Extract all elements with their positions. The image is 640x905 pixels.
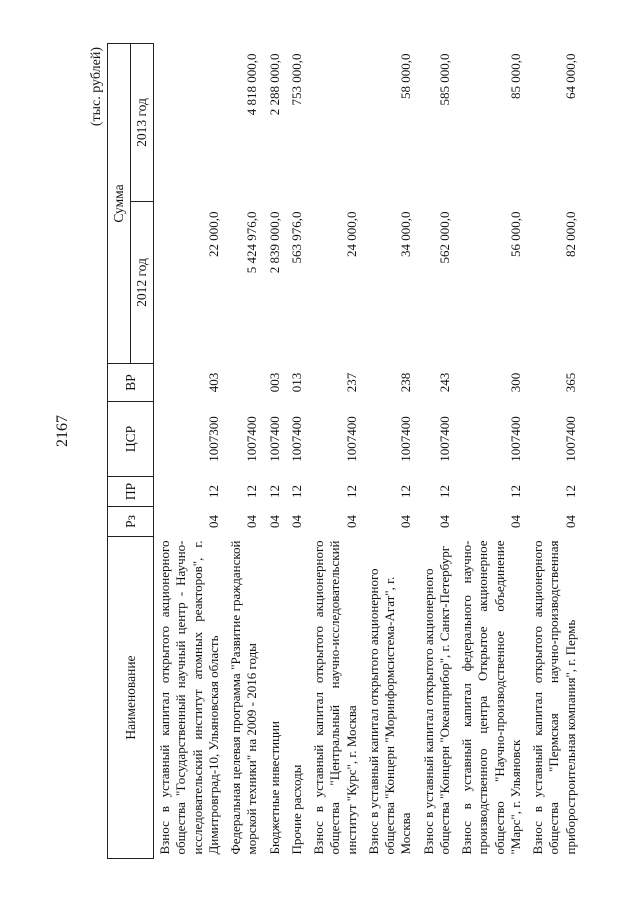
row-2012: 56 000,0 bbox=[507, 211, 523, 257]
row-2013: 753 000,0 bbox=[288, 53, 304, 106]
row-csr: 1007400 bbox=[244, 416, 260, 462]
header-rz: Рз bbox=[108, 507, 154, 537]
row-pr: 12 bbox=[398, 485, 414, 498]
row-2013: 585 000,0 bbox=[436, 53, 452, 106]
row-name: Взнос в уставный капитал открытого акционерного общества "Центральный научно-исследовательский институт "Курс", г. Москва bbox=[311, 540, 359, 855]
row-rz: 04 bbox=[288, 515, 304, 528]
row-vr: 300 bbox=[507, 372, 523, 393]
row-rz: 04 bbox=[343, 515, 359, 528]
table-row bbox=[527, 43, 582, 858]
table-row bbox=[154, 43, 226, 858]
row-csr: 1007400 bbox=[266, 416, 282, 462]
row-pr: 12 bbox=[288, 485, 304, 498]
row-2012: 562 000,0 bbox=[436, 211, 452, 264]
table-row bbox=[225, 43, 264, 858]
row-csr: 1007300 bbox=[205, 416, 221, 462]
header-sum: Сумма bbox=[108, 43, 131, 363]
header-2012: 2012 год bbox=[131, 202, 154, 364]
row-2012: 5 424 976,0 bbox=[244, 211, 260, 274]
row-2012: 34 000,0 bbox=[398, 211, 414, 257]
row-2013: 4 818 000,0 bbox=[244, 53, 260, 116]
table-row bbox=[264, 43, 286, 858]
row-name: Взнос в уставный капитал открытого акционерного общества "Пермская научно-производственная приборостроительная компания", г. Пермь bbox=[530, 540, 578, 855]
header-csr: ЦСР bbox=[108, 402, 154, 477]
row-name: Взнос в уставный капитал федерального научно-производственного центра Открытое акционерное общество "Научно-производственное объединение "Марс", г. Ульяновск bbox=[459, 540, 523, 855]
header-name: Наименование bbox=[108, 537, 154, 859]
table-row bbox=[456, 43, 527, 858]
table-area bbox=[85, 0, 640, 905]
row-pr: 12 bbox=[507, 485, 523, 498]
rotated-page bbox=[85, 0, 640, 905]
row-pr: 12 bbox=[343, 485, 359, 498]
row-vr: 238 bbox=[398, 372, 414, 393]
row-rz: 04 bbox=[244, 515, 260, 528]
header-pr: ПР bbox=[108, 477, 154, 507]
row-pr: 12 bbox=[266, 485, 282, 498]
row-2013: 64 000,0 bbox=[562, 53, 578, 99]
row-vr: 237 bbox=[343, 372, 359, 393]
row-pr: 12 bbox=[562, 485, 578, 498]
row-name: Взнос в уставный капитал открытого акционерного общества "Концерн "Моринформсистема-Агат", г. Москва bbox=[365, 568, 414, 855]
row-csr: 1007400 bbox=[288, 416, 304, 462]
row-2013: 58 000,0 bbox=[398, 53, 414, 99]
row-vr: 003 bbox=[266, 372, 282, 393]
table-row bbox=[363, 43, 418, 858]
budget-table bbox=[107, 43, 582, 859]
row-rz: 04 bbox=[436, 515, 452, 528]
page-number: 2167 bbox=[54, 415, 71, 447]
row-rz: 04 bbox=[507, 515, 523, 528]
row-2012: 22 000,0 bbox=[205, 211, 221, 257]
row-csr: 1007400 bbox=[398, 416, 414, 462]
row-2012: 82 000,0 bbox=[562, 211, 578, 257]
row-pr: 12 bbox=[436, 485, 452, 498]
row-2012: 2 839 000,0 bbox=[266, 211, 282, 274]
row-name: Взнос в уставный капитал открытого акционерного общества "Государственный научный центр - Научно-исследовательский институт атомных реакторов", г. Димитровград-10, Ульяновская область bbox=[157, 540, 221, 855]
row-name: Бюджетные инвестиции bbox=[266, 721, 282, 855]
row-pr: 12 bbox=[205, 485, 221, 498]
row-csr: 1007400 bbox=[343, 416, 359, 462]
row-csr: 1007400 bbox=[436, 416, 452, 462]
header-2013: 2013 год bbox=[131, 43, 154, 201]
header-vr: ВР bbox=[108, 364, 154, 402]
row-rz: 04 bbox=[205, 515, 221, 528]
row-rz: 04 bbox=[398, 515, 414, 528]
row-name: Взнос в уставный капитал открытого акционерного общества "Концерн "Океанприбор", г. Санкт-Петербург bbox=[420, 545, 452, 855]
row-csr: 1007400 bbox=[562, 416, 578, 462]
row-csr: 1007400 bbox=[507, 416, 523, 462]
row-2013 bbox=[308, 43, 363, 201]
row-name: Прочие расходы bbox=[288, 764, 304, 855]
table-row bbox=[286, 43, 308, 858]
unit-note: (тыс. рублей) bbox=[89, 47, 104, 127]
row-vr: 365 bbox=[562, 372, 578, 393]
row-vr: 243 bbox=[436, 372, 452, 393]
table-row bbox=[308, 43, 363, 858]
table-row bbox=[418, 43, 457, 858]
row-vr bbox=[225, 364, 264, 402]
row-2013: 85 000,0 bbox=[507, 53, 523, 99]
row-vr: 013 bbox=[288, 372, 304, 393]
row-vr: 403 bbox=[205, 372, 221, 393]
row-2013: 2 288 000,0 bbox=[266, 53, 282, 116]
row-2012: 24 000,0 bbox=[343, 211, 359, 257]
row-rz: 04 bbox=[266, 515, 282, 528]
row-2012: 563 976,0 bbox=[288, 211, 304, 264]
row-name: Федеральная целевая программа "Развитие гражданской морской техники" на 2009 - 2016 годы bbox=[228, 540, 260, 855]
row-rz: 04 bbox=[562, 515, 578, 528]
row-pr: 12 bbox=[244, 485, 260, 498]
row-2013 bbox=[154, 43, 226, 201]
